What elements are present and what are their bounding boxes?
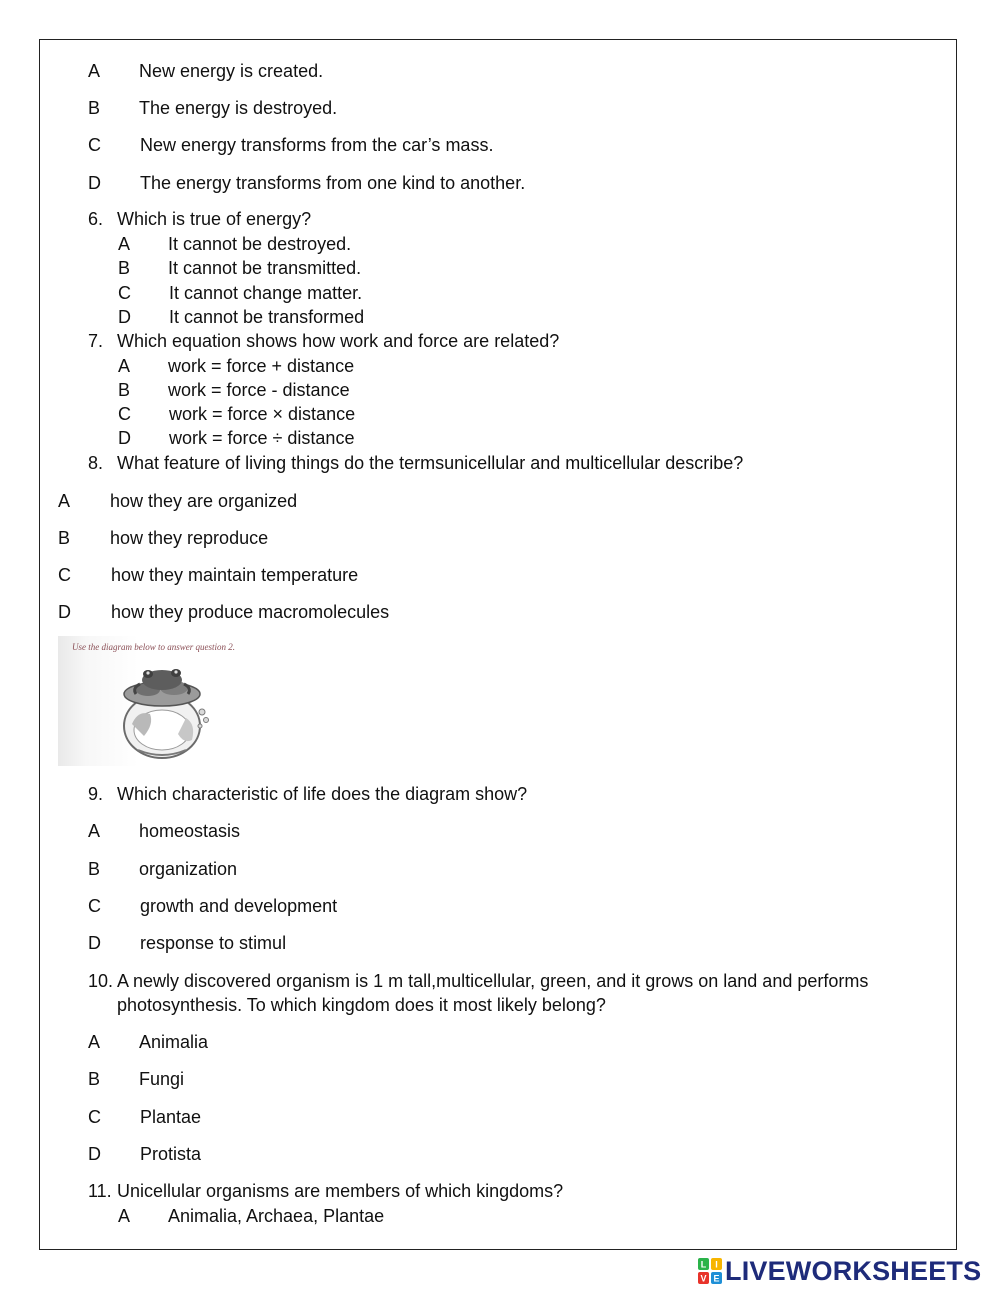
- option-text: It cannot change matter.: [169, 283, 363, 303]
- svg-text:I: I: [715, 1259, 718, 1270]
- question-text-line-1: A newly discovered organism is 1 m tall,multicellular, green, and it grows on land and performs: [117, 971, 869, 991]
- question-number: 10.: [88, 971, 114, 991]
- liveworksheets-logo-icon: [698, 1258, 722, 1284]
- option-letter: B: [118, 258, 131, 278]
- question-number: 9.: [88, 784, 104, 804]
- option-letter: D: [58, 602, 71, 622]
- option-text: New energy is created.: [139, 61, 324, 81]
- option-letter: A: [118, 1206, 131, 1226]
- option-text: homeostasis: [139, 821, 241, 841]
- option-letter: A: [118, 234, 131, 254]
- option-text: work = force - distance: [168, 380, 350, 400]
- option-letter: C: [118, 404, 131, 424]
- question-number: 11.: [88, 1181, 112, 1201]
- option-letter: D: [118, 307, 131, 327]
- option-letter: D: [118, 428, 131, 448]
- option-letter: D: [88, 1144, 101, 1164]
- option-letter: C: [118, 283, 131, 303]
- option-text: how they reproduce: [110, 528, 269, 548]
- option-letter: D: [88, 933, 101, 953]
- option-text: how they maintain temperature: [111, 565, 359, 585]
- option-letter: A: [88, 821, 101, 841]
- diagram-caption: Use the diagram below to answer question 2.: [72, 642, 235, 652]
- option-letter: B: [88, 98, 101, 118]
- option-text: how they are organized: [110, 491, 298, 511]
- option-text: work = force ÷ distance: [169, 428, 355, 448]
- question-text: Which is true of energy?: [117, 209, 312, 229]
- question-text: What feature of living things do the termsunicellular and multicellular describe?: [117, 453, 744, 473]
- option-text: organization: [139, 859, 238, 879]
- option-letter: C: [88, 896, 101, 916]
- option-letter: C: [88, 1107, 101, 1127]
- option-text: The energy is destroyed.: [139, 98, 338, 118]
- liveworksheets-logo: [698, 1256, 981, 1286]
- option-text: growth and development: [140, 896, 338, 916]
- option-letter: B: [88, 1069, 101, 1089]
- question-text: Which equation shows how work and force are related?: [117, 331, 560, 351]
- option-text: Protista: [140, 1144, 202, 1164]
- option-letter: D: [88, 173, 101, 193]
- frog-on-rock-illustration: [118, 654, 214, 760]
- svg-text:L: L: [700, 1259, 707, 1270]
- question-number: 7.: [88, 331, 104, 351]
- option-letter: B: [58, 528, 71, 548]
- question-number: 8.: [88, 453, 104, 473]
- option-letter: A: [88, 1032, 101, 1052]
- option-text: work = force × distance: [169, 404, 356, 424]
- question-text: Which characteristic of life does the diagram show?: [117, 784, 528, 804]
- question-text-line-2: photosynthesis. To which kingdom does it most likely belong?: [117, 995, 606, 1015]
- option-text: Animalia, Archaea, Plantae: [168, 1206, 385, 1226]
- option-text: response to stimul: [140, 933, 287, 953]
- option-text: how they produce macromolecules: [111, 602, 390, 622]
- option-text: It cannot be transformed: [169, 307, 365, 327]
- option-text: It cannot be transmitted.: [168, 258, 362, 278]
- option-letter: C: [58, 565, 71, 585]
- option-letter: A: [118, 356, 131, 376]
- option-letter: A: [58, 491, 71, 511]
- svg-text:V: V: [700, 1273, 707, 1284]
- option-text: Animalia: [139, 1032, 209, 1052]
- option-text: Plantae: [140, 1107, 202, 1127]
- option-letter: A: [88, 61, 101, 81]
- option-letter: C: [88, 135, 101, 155]
- diagram-image: [58, 636, 258, 766]
- option-text: New energy transforms from the car’s mass.: [140, 135, 494, 155]
- question-text: Unicellular organisms are members of which kingdoms?: [117, 1181, 564, 1201]
- option-text: Fungi: [139, 1069, 185, 1089]
- liveworksheets-wordmark: LIVEWORKSHEETS: [725, 1256, 982, 1286]
- option-letter: B: [118, 380, 131, 400]
- option-text: The energy transforms from one kind to another.: [140, 173, 526, 193]
- option-text: It cannot be destroyed.: [168, 234, 352, 254]
- option-text: work = force + distance: [168, 356, 355, 376]
- svg-text:E: E: [713, 1273, 720, 1284]
- option-letter: B: [88, 859, 101, 879]
- question-number: 6.: [88, 209, 104, 229]
